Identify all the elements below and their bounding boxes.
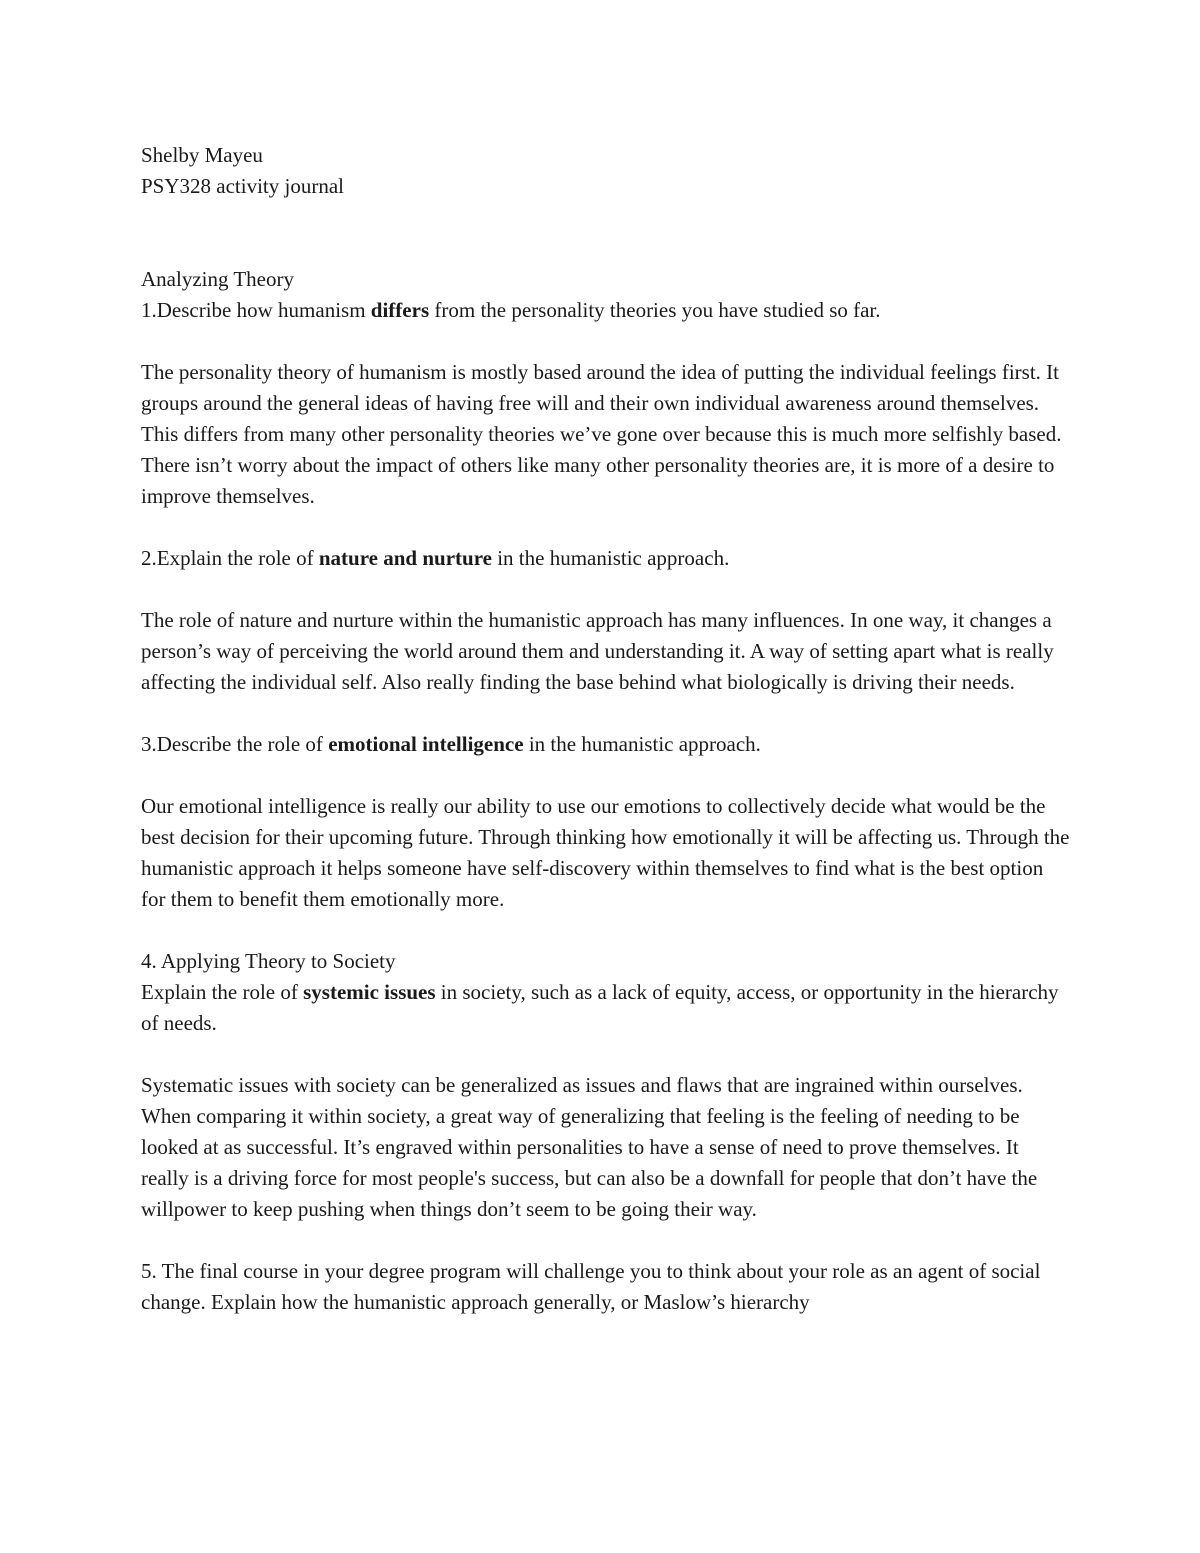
spacer: [141, 326, 1071, 357]
answer-2: The role of nature and nurture within the humanistic approach has many influences. In one way, it changes a person’s way of perceiving the world around them and understanding it. A way of setting apart what is really affecting the individual self. Also really finding the base behind what biologically is driving their needs.: [141, 608, 1054, 694]
spacer: [141, 915, 1071, 946]
question-5: 5. The final course in your degree program will challenge you to think about your role as an agent of social change. Explain how the humanistic approach generally, or Maslow’s hierarchy: [141, 1259, 1041, 1314]
section-title: Analyzing Theory: [141, 267, 294, 291]
question-1-post: from the personality theories you have studied so far.: [429, 298, 881, 322]
question-3: [141, 729, 1071, 760]
question-4-pre: Explain the role of: [141, 980, 304, 1004]
question-1-bold: differs: [370, 298, 430, 322]
spacer: [141, 202, 1071, 264]
question-2-post: in the humanistic approach.: [491, 546, 730, 570]
spacer: [141, 760, 1071, 791]
question-1: [141, 295, 1071, 326]
author-name: Shelby Mayeu: [141, 143, 263, 167]
spacer: [141, 1225, 1071, 1256]
course-title: PSY328 activity journal: [141, 174, 344, 198]
question-4-post: in society, such as a lack of equity, access, or opportunity in the hierarchy of needs.: [141, 980, 1059, 1035]
answer-4: Systematic issues with society can be generalized as issues and flaws that are ingrained within ourselves. When comparing it within society, a great way of generalizing that feeling is the feeling of needing to be looked at as successful. It’s engraved within personalities to have a sense of need to prove themselves. It really is a driving force for most people's success, but can also be a downfall for people that don’t have the willpower to keep pushing when things don’t seem to be going their way.: [141, 1073, 1038, 1221]
spacer: [141, 698, 1071, 729]
answer-3: Our emotional intelligence is really our ability to use our emotions to collectively decide what would be the best decision for their upcoming future. Through thinking how emotionally it will be affecting us. Through the humanistic approach it helps someone have self-discovery within themselves to find what is the best option for them to benefit them emotionally more.: [141, 794, 1070, 911]
answer-1: The personality theory of humanism is mostly based around the idea of putting the individual feelings first. It groups around the general ideas of having free will and their own individual awareness around themselves. This differs from many other personality theories we’ve gone over because this is much more selfishly based. There isn’t worry about the impact of others like many other personality theories are, it is more of a desire to improve themselves.: [141, 360, 1062, 508]
spacer: [141, 512, 1071, 543]
spacer: [141, 1039, 1071, 1070]
question-4-heading: 4. Applying Theory to Society: [141, 949, 396, 973]
question-2: [141, 543, 1071, 574]
question-4: [141, 977, 1071, 1039]
question-3-post: in the humanistic approach.: [523, 732, 761, 756]
question-3-pre: 3.Describe the role of: [141, 732, 329, 756]
document-body: [141, 140, 1071, 1318]
question-2-bold: nature and nurture: [318, 546, 492, 570]
question-3-bold: emotional intelligence: [328, 732, 524, 756]
question-4-bold: systemic issues: [303, 980, 436, 1004]
question-2-pre: 2.Explain the role of: [141, 546, 319, 570]
spacer: [141, 574, 1071, 605]
question-1-pre: 1.Describe how humanism: [141, 298, 371, 322]
